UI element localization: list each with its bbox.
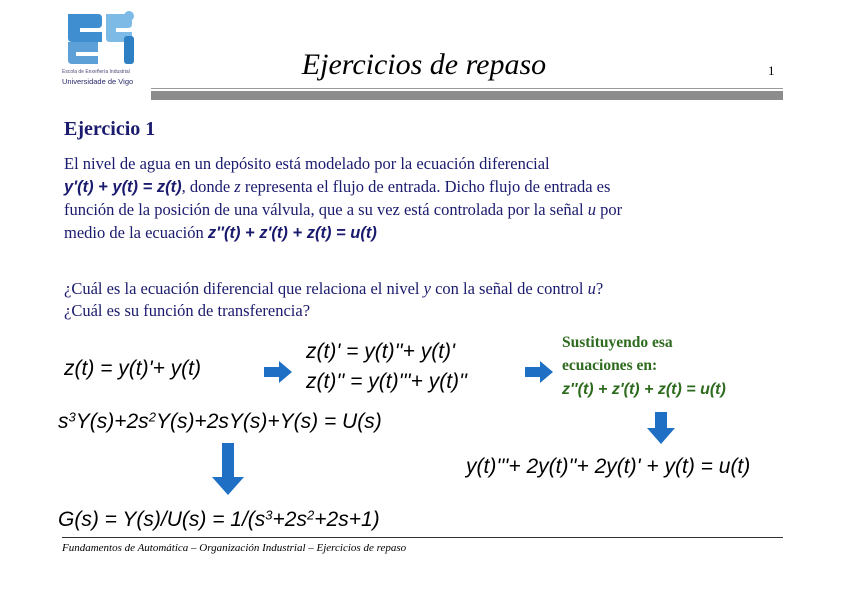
- question-2: ¿Cuál es su función de transferencia?: [64, 301, 311, 320]
- substitution-label-1: Sustituyendo esa: [562, 334, 673, 351]
- laplace-equation: $s^3Y(s)+2s^2Y(s)+2sY(s)+Y(s) = U(s)$: [58, 409, 382, 433]
- equation-z-first-derivative: z(t)' = y(t)''+ y(t)': [306, 340, 456, 363]
- exercise-title: Ejercicio 1: [64, 118, 156, 140]
- page-title: Ejercicios de repaso: [301, 48, 547, 81]
- substitution-label-2: ecuaciones en:: [562, 357, 658, 374]
- school-name: Escola de Enxeñería Industrial: [62, 69, 130, 75]
- equation-z: z(t) = y(t)'+ y(t): [64, 357, 202, 380]
- arrow-right-icon: [264, 361, 294, 383]
- var-u: u: [587, 200, 596, 219]
- question-1: ¿Cuál es la ecuación diferencial que relaciona el nivel y con la señal de control u?: [64, 279, 604, 298]
- arrow-down-icon: [212, 443, 244, 495]
- footer-text: Fundamentos de Automática – Organización Industrial – Ejercicios de repaso: [62, 542, 407, 554]
- page-number: 1: [768, 63, 775, 78]
- arrow-right-icon: [525, 361, 555, 383]
- transfer-function: $G(s) = Y(s)/U(s) = 1/(s^3+2s^2+2s+1)$: [58, 507, 380, 531]
- arrow-down-icon: [647, 412, 675, 444]
- equation-level: y'(t) + y(t) = z(t): [64, 178, 182, 196]
- statement-line-1: El nivel de agua en un depósito está modelado por la ecuación diferencial: [64, 154, 550, 173]
- statement-line-2: y'(t) + y(t) = z(t), donde z representa el flujo de entrada. Dicho flujo de entrada es: [64, 177, 611, 196]
- university-name: Universidade de Vigo: [62, 77, 134, 86]
- statement-line-3: función de la posición de una válvula, que a su vez está controlada por la señal u por: [64, 200, 623, 219]
- equation-z-second-derivative: z(t)'' = y(t)'''+ y(t)'': [306, 370, 468, 393]
- equation-valve: z''(t) + z'(t) + z(t) = u(t): [207, 224, 377, 242]
- footer-rule: [62, 537, 783, 538]
- substitution-equation: z''(t) + z'(t) + z(t) = u(t): [562, 381, 726, 398]
- header-rule-thin: [151, 88, 783, 89]
- statement-line-4: medio de la ecuación z''(t) + z'(t) + z(t) = u(t): [64, 223, 377, 242]
- header-rule: [151, 91, 783, 100]
- var-z: z: [234, 177, 241, 196]
- result-differential-equation: y(t)'''+ 2y(t)''+ 2y(t)' + y(t) = u(t): [466, 455, 751, 478]
